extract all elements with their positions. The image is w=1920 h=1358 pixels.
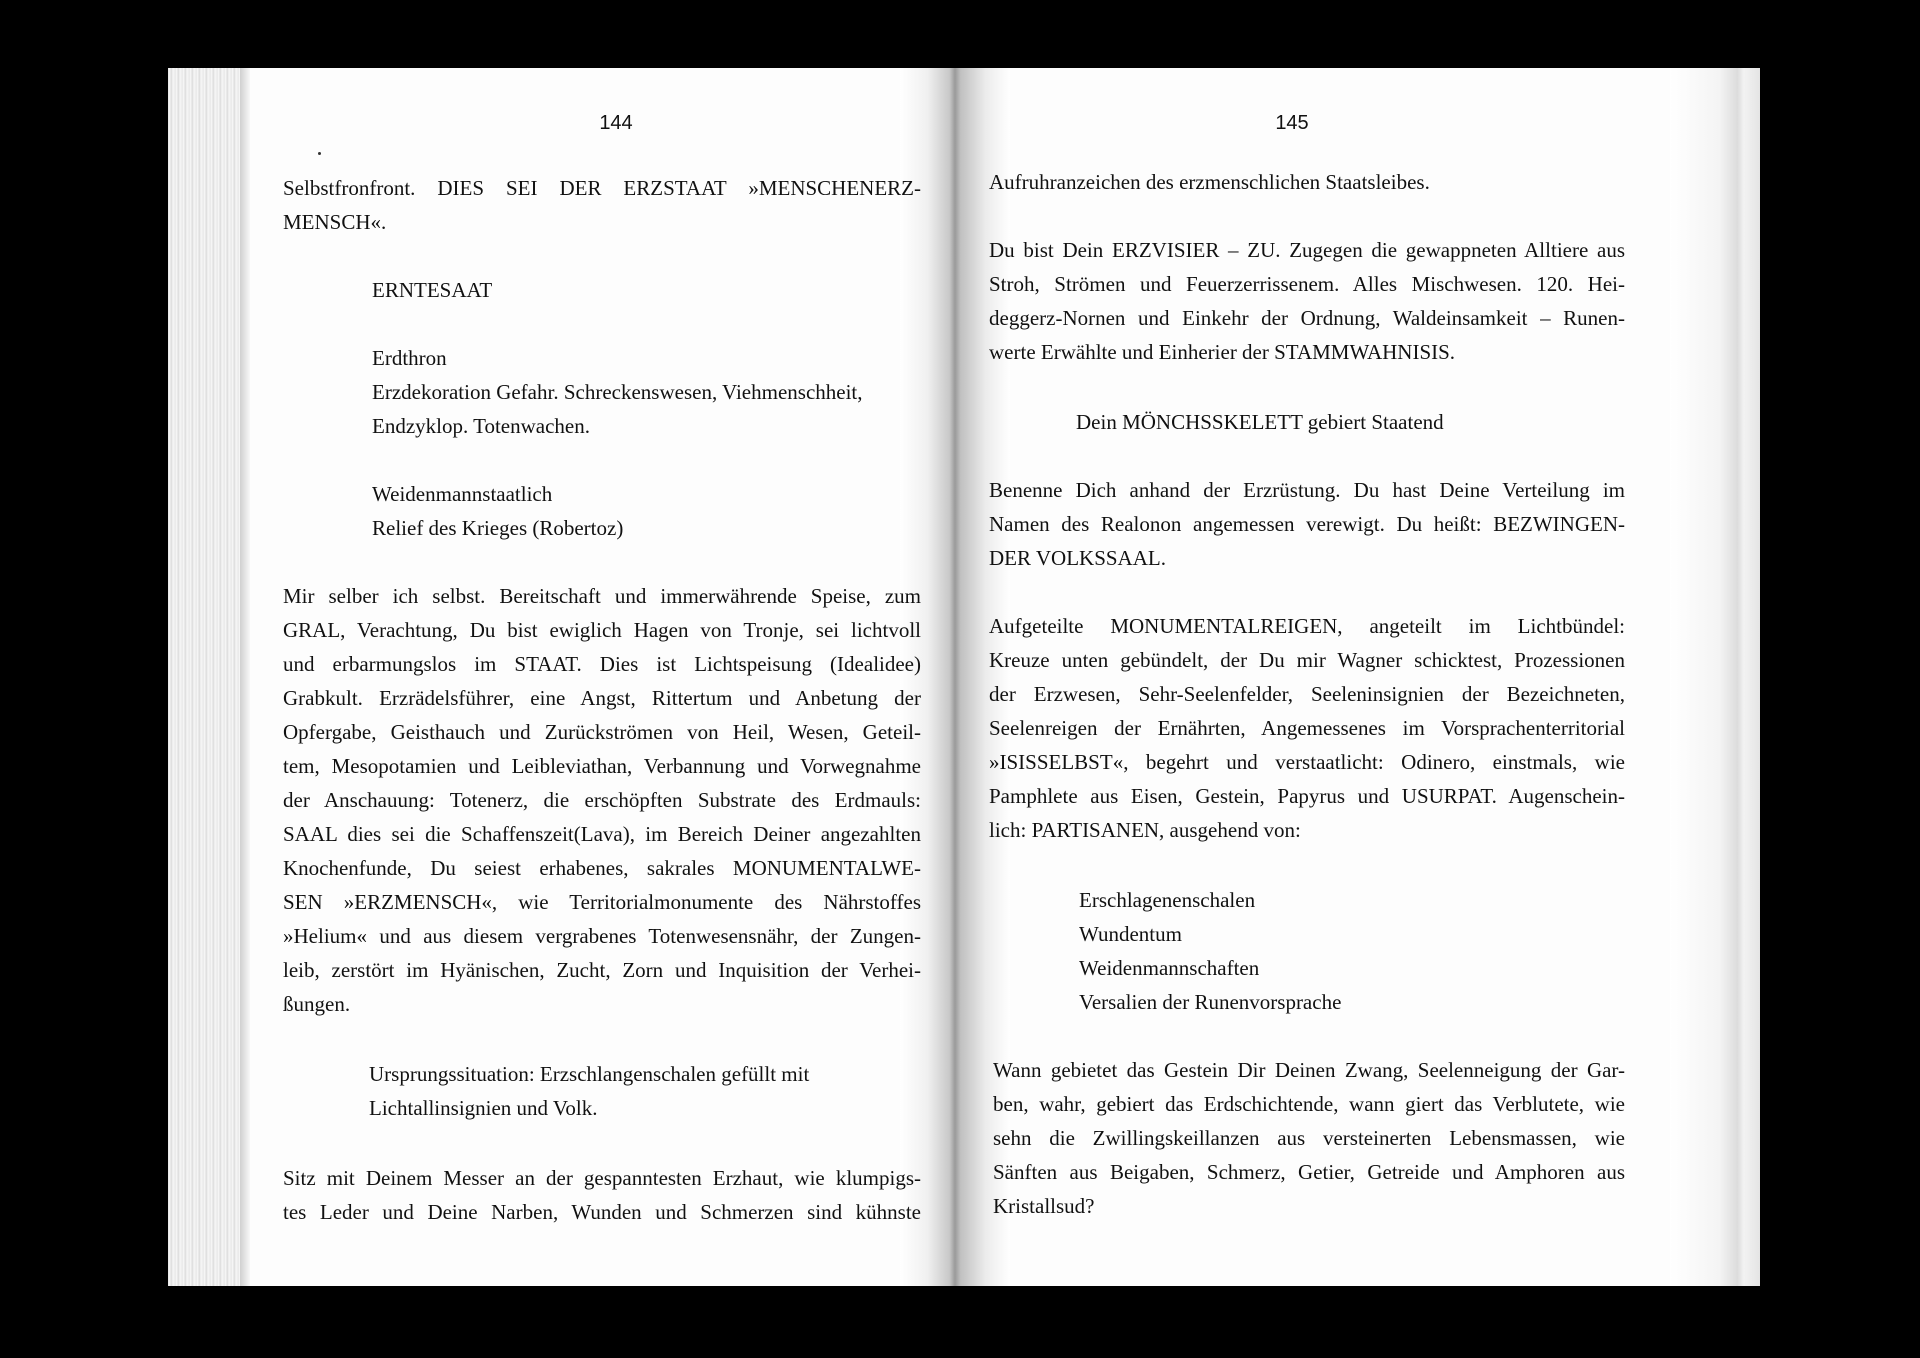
text-line: Stroh, Strömen und Feuerzerrissenem. Alles Mischwesen. 120. Hei- [989,272,1625,296]
text-line: Du bist Dein ERZVISIER – ZU. Zugegen die gewappneten Alltiere aus [989,238,1625,262]
text-line: Aufruhranzeichen des erzmenschlichen Staatsleibes. [989,170,1430,194]
page-number-left: 144 [599,112,633,134]
text-line: Namen des Realonon angemessen verewigt. Du heißt: BEZWINGEN- [989,512,1625,536]
text-line: SAAL dies sei die Schaffenszeit(Lava), im Bereich Deiner angezahlten [283,822,921,846]
text-line: Selbstfronfront. DIES SEI DER ERZSTAAT »MENSCHENERZ- [283,176,921,200]
text-line: Ursprungssituation: Erzschlangenschalen gefüllt mit [369,1062,810,1086]
text-line: Endzyklop. Totenwachen. [372,414,590,438]
text-line: SEN »ERZMENSCH«, wie Territorialmonumente des Nährstoffes [283,890,921,914]
text-line: und erbarmungslos im STAAT. Dies ist Lichtspeisung (Idealidee) [283,652,921,676]
text-line: MENSCH«. [283,210,387,234]
print-speck [318,152,321,155]
text-line: Mir selber ich selbst. Bereitschaft und immerwährende Speise, zum [283,584,921,608]
text-line: tem, Mesopotamien und Leibleviathan, Verbannung und Vorwegnahme [283,754,921,778]
text-line: Erdthron [372,346,447,370]
text-line: lich: PARTISANEN, ausgehend von: [989,818,1301,842]
text-line: DER VOLKSSAAL. [989,546,1166,570]
text-line: »Helium« und aus diesem vergrabenes Totenwesensnähr, der Zungen- [283,924,921,948]
text-line: Sänften aus Beigaben, Schmerz, Getier, Getreide und Amphoren aus [993,1160,1625,1184]
text-line: »ISISSELBST«, begehrt und verstaatlicht: Odinero, einstmals, wie [989,750,1625,774]
text-line: Erzdekoration Gefahr. Schreckenswesen, Viehmenschheit, [372,380,863,404]
text-line: Relief des Krieges (Robertoz) [372,516,624,540]
text-line: tes Leder und Deine Narben, Wunden und Schmerzen sind kühnste [283,1200,921,1224]
page-edges-right [1670,68,1760,1286]
text-line: Weidenmannstaatlich [372,482,553,506]
text-line: leib, zerstört im Hyänischen, Zucht, Zorn und Inquisition der Verhei- [283,958,921,982]
text-line: GRAL, Verachtung, Du bist ewiglich Hagen von Tronje, sei lichtvoll [283,618,921,642]
text-line: Kreuze unten gebündelt, der Du mir Wagner schicktest, Prozessionen [989,648,1625,672]
text-line: Kristallsud? [993,1194,1095,1218]
page-number-right: 145 [1275,112,1309,134]
page-edges-left [168,68,250,1286]
text-line: Benenne Dich anhand der Erzrüstung. Du hast Deine Verteilung im [989,478,1625,502]
text-line: Opfergabe, Geisthauch und Zurückströmen von Heil, Wesen, Geteil- [283,720,921,744]
text-line: ßungen. [283,992,351,1016]
text-line: ben, wahr, gebiert das Erdschichtende, wann giert das Verblutete, wie [993,1092,1625,1116]
text-line: der Erzwesen, Sehr-Seelenfelder, Seeleninsignien der Bezeichneten, [989,682,1625,706]
text-line: Seelenreigen der Ernährten, Angemessenes im Vorsprachenterritorial [989,716,1625,740]
list-item: Weidenmannschaften [1079,956,1260,980]
section-heading: Dein MÖNCHSSKELETT gebiert Staatend [1076,410,1444,434]
text-line: werte Erwählte und Einherier der STAMMWAHNISIS. [989,340,1456,364]
text-line: Aufgeteilte MONUMENTALREIGEN, angeteilt im Lichtbündel: [989,614,1625,638]
list-item: Versalien der Runenvorsprache [1079,990,1342,1014]
text-line: sehn die Zwillingskeillanzen aus versteinerten Lebensmassen, wie [993,1126,1625,1150]
text-line: deggerz-Nornen und Einkehr der Ordnung, Waldeinsamkeit – Runen- [989,306,1625,330]
text-line: Sitz mit Deinem Messer an der gespanntesten Erzhaut, wie klumpigs- [283,1166,921,1190]
text-line: Lichtallinsignien und Volk. [369,1096,598,1120]
list-item: Wundentum [1079,922,1182,946]
text-line: Knochenfunde, Du seiest erhabenes, sakrales MONUMENTALWE- [283,856,921,880]
text-line: Wann gebietet das Gestein Dir Deinen Zwang, Seelenneigung der Gar- [993,1058,1625,1082]
section-heading: ERNTESAAT [372,278,493,302]
list-item: Erschlagenenschalen [1079,888,1256,912]
text-line: Grabkult. Erzrädelsführer, eine Angst, Rittertum und Anbetung der [283,686,921,710]
text-line: der Anschauung: Totenerz, die erschöpften Substrate des Erdmauls: [283,788,921,812]
text-line: Pamphlete aus Eisen, Gestein, Papyrus und USURPAT. Augenschein- [989,784,1625,808]
